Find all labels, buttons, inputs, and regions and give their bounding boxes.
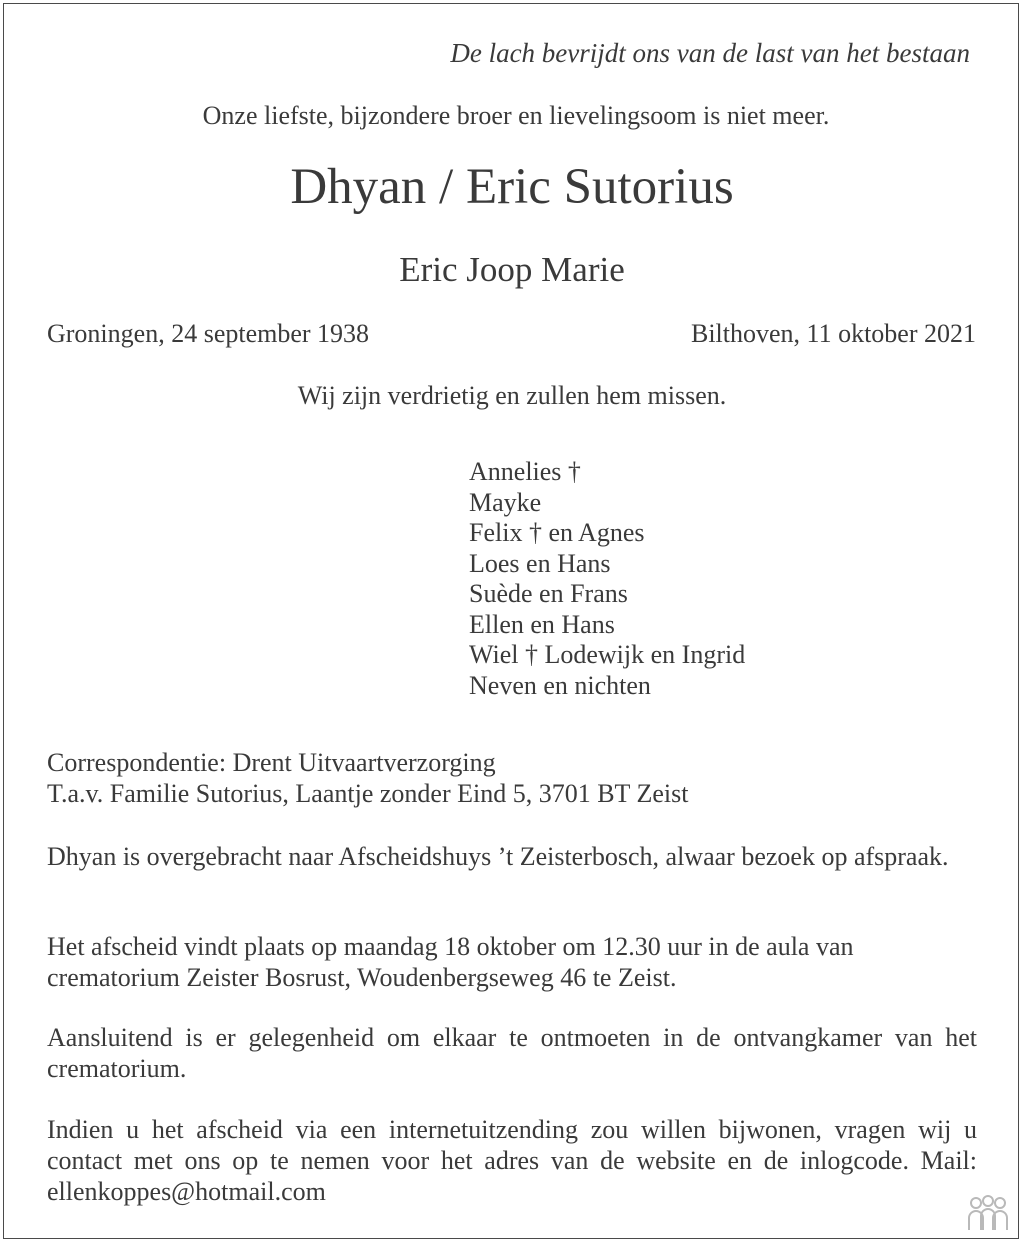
list-item: Loes en Hans <box>469 548 611 578</box>
paragraph-farewell: Het afscheid vindt plaats op maandag 18 oktober om 12.30 uur in de aula van crematorium Zeister Bosrust, Woudenbergseweg 46 te Zeist. <box>47 932 854 992</box>
death-place-date: Bilthoven, 11 oktober 2021 <box>690 319 976 348</box>
birth-place-date: Groningen, 24 september 1938 <box>47 319 370 348</box>
mourning-line: Wij zijn verdrietig en zullen hem missen. <box>297 381 727 410</box>
deceased-name: Dhyan / Eric Sutorius <box>290 159 734 215</box>
list-item: Mayke <box>469 487 542 517</box>
relatives-list <box>469 457 745 701</box>
correspondence-line-1: Correspondentie: Drent Uitvaartverzorging <box>47 748 496 777</box>
paragraph-reception: Aansluitend is er gelegenheid om elkaar te ontmoeten in de ontvangkamer van het crematorium. <box>47 1023 977 1083</box>
paragraph-visit: Dhyan is overgebracht naar Afscheidshuys ’t Zeisterbosch, alwaar bezoek op afspraak. <box>47 842 949 871</box>
list-item: Neven en nichten <box>469 670 651 700</box>
paragraph-livestream: Indien u het afscheid via een internetuitzending zou willen bijwonen, vragen wij u contact met ons op te nemen voor het adres van de website en de inlogcode. Mail: ellenkoppes@hotmail.com <box>47 1115 977 1206</box>
list-item: Felix † en Agnes <box>469 518 645 547</box>
deceased-full-name: Eric Joop Marie <box>399 250 625 289</box>
list-item: Annelies † <box>469 457 581 486</box>
correspondence-block <box>47 747 977 809</box>
intro-line: Onze liefste, bijzondere broer en lievelingsoom is niet meer. <box>202 101 830 130</box>
correspondence-line-2: T.a.v. Familie Sutorius, Laantje zonder Eind 5, 3701 BT Zeist <box>47 779 689 808</box>
people-group-icon <box>966 1194 1010 1234</box>
list-item: Ellen en Hans <box>469 609 615 639</box>
motto: De lach bevrijdt ons van de last van het bestaan <box>450 38 970 68</box>
list-item: Suède en Frans <box>469 579 628 608</box>
list-item: Wiel † Lodewijk en Ingrid <box>469 640 746 669</box>
